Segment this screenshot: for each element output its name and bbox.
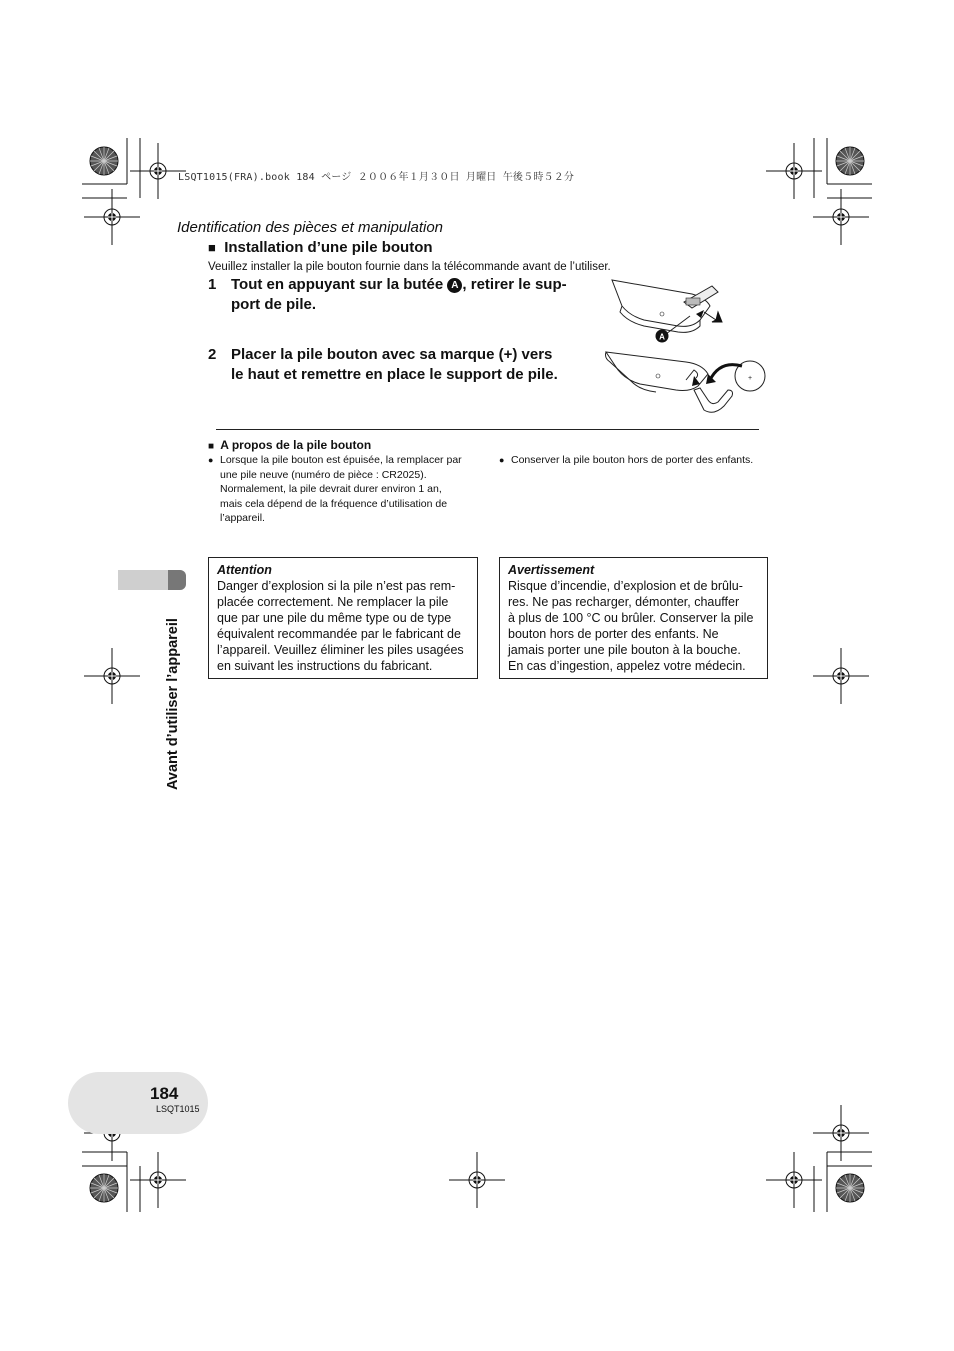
- attention-line: placée correctement. Ne remplacer la pile: [217, 595, 449, 609]
- attention-line: l’appareil. Veuillez éliminer les piles usagées: [217, 643, 464, 657]
- page-number-bubble: [68, 1072, 208, 1134]
- step-1-number: 1: [208, 276, 217, 293]
- install-heading-text: Installation d’une pile bouton: [224, 239, 433, 256]
- remote-holder-removal-illustration: [600, 276, 730, 346]
- about-left-line: une pile neuve (numéro de pièce : CR2025).: [220, 468, 427, 481]
- about-right-line: Conserver la pile bouton hors de porter des enfants.: [511, 454, 754, 466]
- chapter-tab-marker: [168, 570, 186, 590]
- about-heading-text: A propos de la pile bouton: [220, 438, 372, 452]
- warning-line: à plus de 100 °C ou brûler. Conserver la pile: [508, 611, 754, 625]
- attention-line: équivalent recommandée par le fabricant de: [217, 627, 461, 641]
- bullet-dot: ●: [499, 455, 505, 465]
- page-number: 184: [150, 1084, 179, 1103]
- install-intro: Veuillez installer la pile bouton fournie dans la télécommande avant de l’utiliser.: [208, 261, 611, 273]
- about-left-line: Normalement, la pile devrait durer environ 1 an,: [220, 483, 442, 495]
- attention-box: [208, 557, 478, 679]
- bullet-dot: ●: [208, 455, 214, 465]
- heading-square-marker: ■: [208, 240, 216, 255]
- about-left-line: Lorsque la pile bouton est épuisée, la remplacer par: [220, 454, 462, 466]
- print-header: LSQT1015(FRA).book 184 ページ ２００６年１月３０日 月曜日 午後５時５２分: [178, 172, 575, 183]
- step-1: [208, 275, 608, 317]
- step-1-text-a: Tout en appuyant sur la butée: [231, 276, 448, 293]
- chapter-side-label-text: Avant d’utiliser l’appareil: [165, 618, 181, 790]
- callout-a-badge: A: [447, 278, 462, 293]
- warning-box: [499, 557, 768, 679]
- section-title: Identification des pièces et manipulation: [177, 219, 444, 236]
- about-square-marker: ■: [208, 441, 215, 452]
- step-2-number: 2: [208, 346, 217, 363]
- attention-line: Danger d’explosion si la pile n’est pas rem-: [217, 579, 456, 593]
- step-1-text-b: , retirer le sup-: [462, 276, 567, 293]
- attention-line: en suivant les instructions du fabricant.: [217, 659, 433, 673]
- section-divider: [216, 429, 759, 430]
- chapter-side-label: [165, 600, 185, 790]
- warning-line: En cas d’ingestion, appelez votre médecin.: [508, 659, 746, 673]
- attention-line: que par une pile du même type ou de type: [217, 611, 452, 625]
- attention-title: Attention: [217, 563, 272, 577]
- about-heading: [208, 438, 371, 452]
- warning-line: res. Ne pas recharger, démonter, chauffer: [508, 595, 740, 609]
- warning-line: Risque d’incendie, d’explosion et de brûlu-: [508, 579, 743, 593]
- about-left-line: mais cela dépend de la fréquence d’utilisation de: [220, 497, 448, 510]
- figure-callout-a: A: [659, 332, 665, 342]
- warning-line: jamais porter une pile bouton à la bouche.: [508, 643, 741, 657]
- step-2: [208, 345, 608, 387]
- warning-line: bouton hors de porter des enfants. Ne: [508, 627, 719, 641]
- battery-insertion-illustration: [600, 340, 770, 418]
- svg-text:+: +: [747, 375, 753, 382]
- step-2-text-line2: le haut et remettre en place le support de pile.: [231, 366, 558, 383]
- about-left-line: l’appareil.: [220, 512, 265, 524]
- warning-title: Avertissement: [508, 563, 595, 577]
- step-1-text-line2: port de pile.: [231, 296, 317, 313]
- document-code: LSQT1015: [156, 1104, 200, 1114]
- step-2-text-line1: Placer la pile bouton avec sa marque (+) vers: [231, 346, 553, 363]
- about-right-bullet: [499, 453, 779, 468]
- install-heading: [208, 239, 433, 256]
- about-left-bullet: [208, 453, 488, 526]
